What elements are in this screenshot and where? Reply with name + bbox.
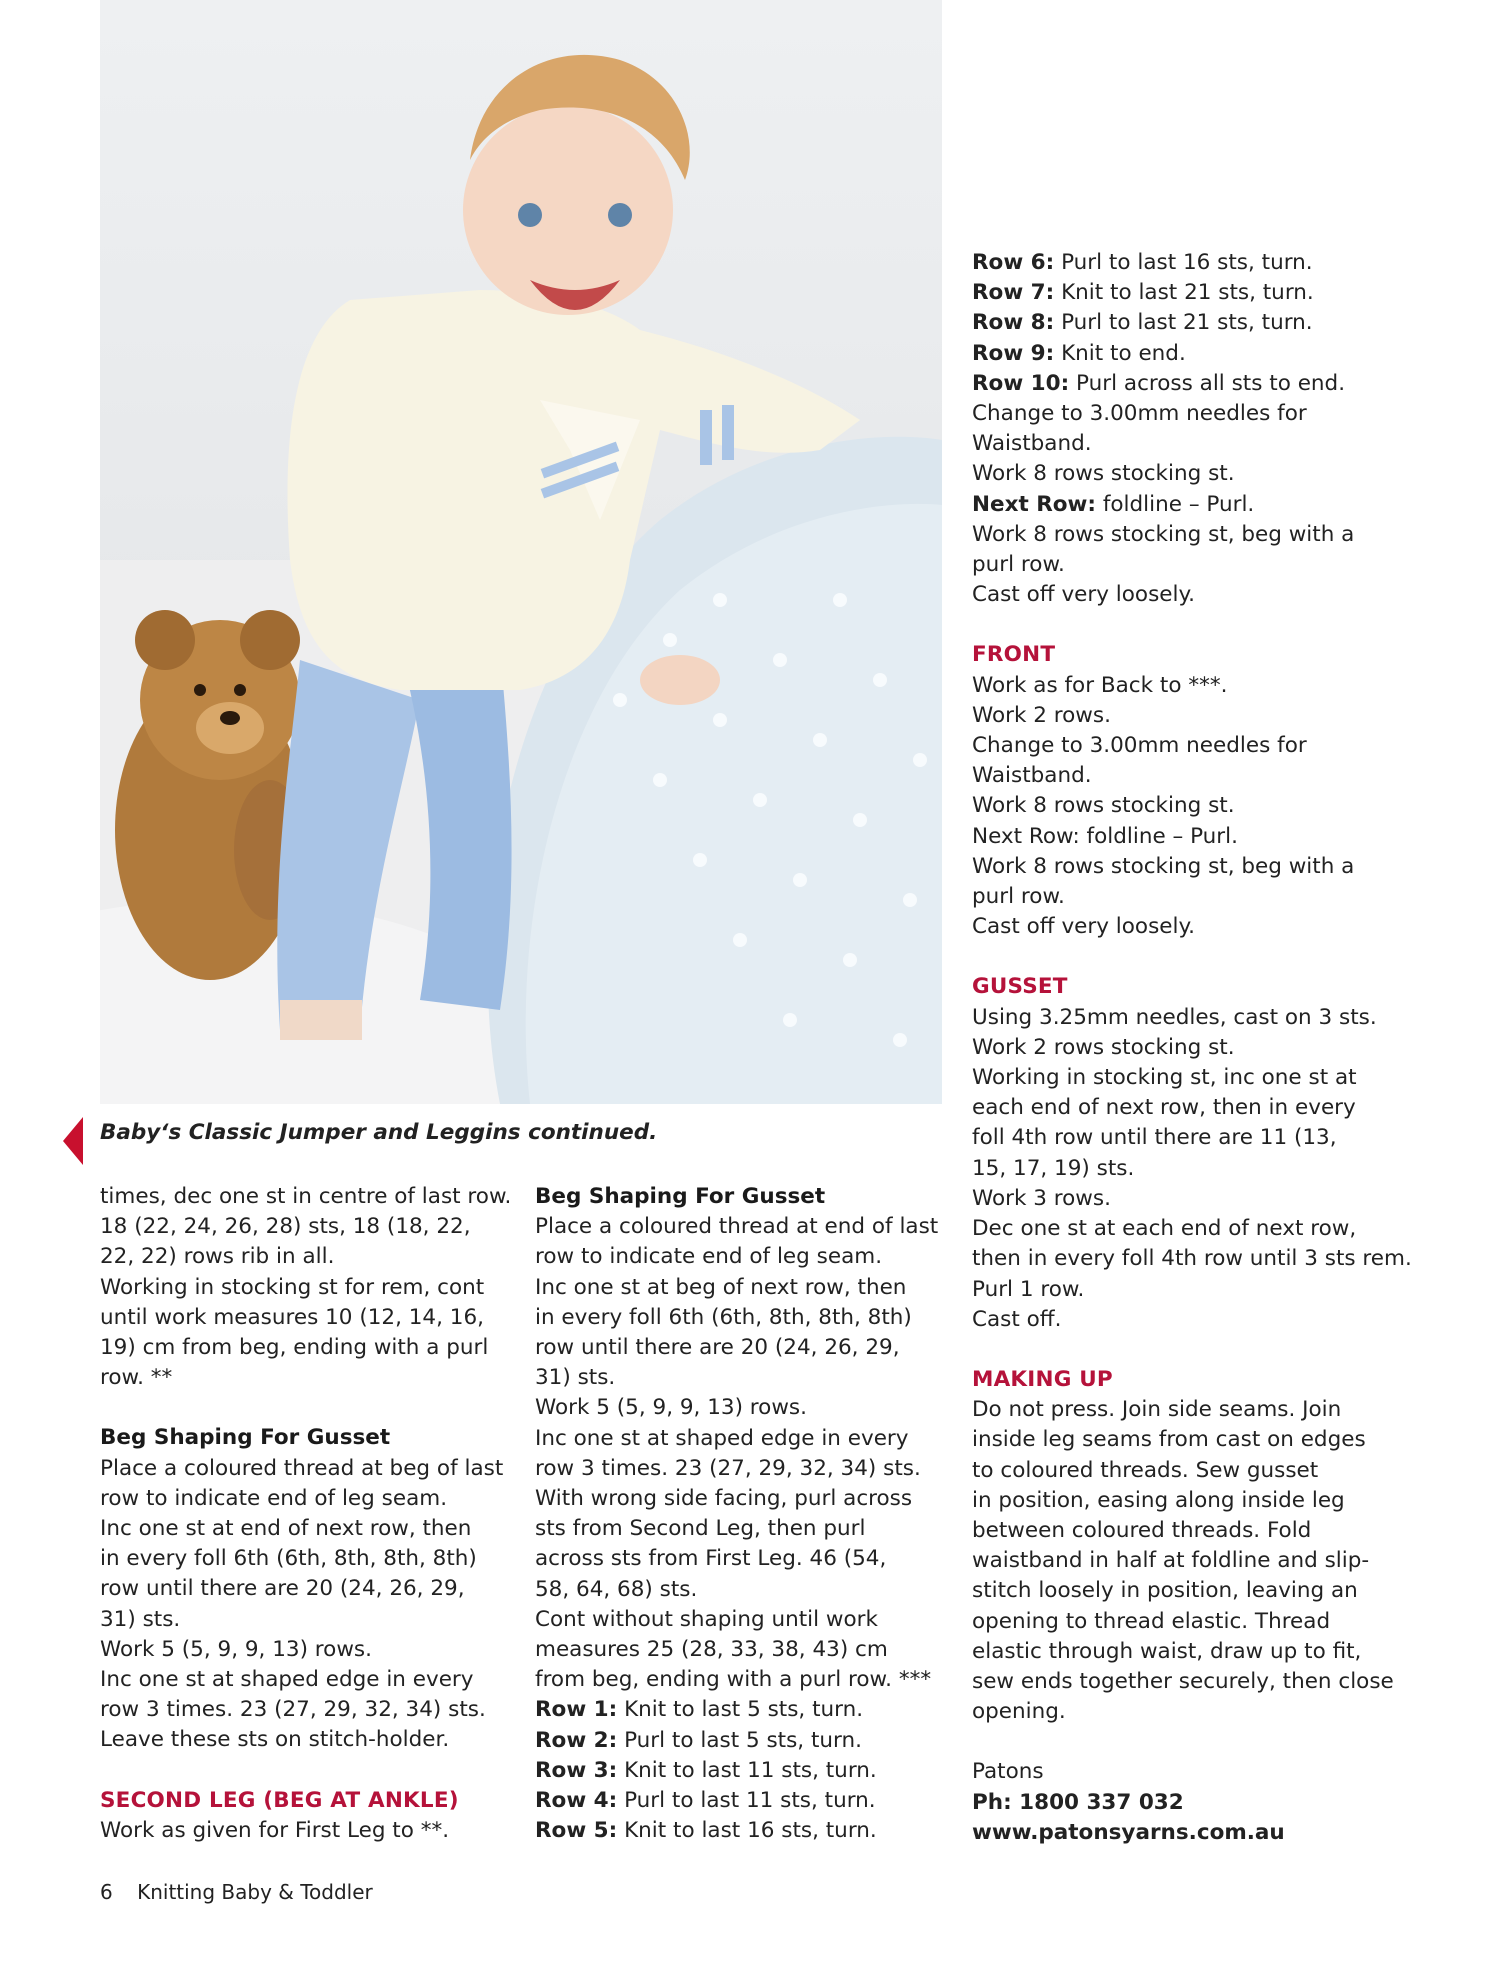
back-text-b: Work 8 rows stocking st, beg with a purl row. Cast off very loosely. <box>972 521 1355 608</box>
baby-photo-icon <box>100 0 942 1104</box>
back-text-a: Change to 3.00mm needles for Waistband. Work 8 rows stocking st. <box>972 401 1307 487</box>
column-3 <box>972 248 1412 1848</box>
page-footer <box>100 1880 373 1904</box>
gusset-heading: GUSSET <box>972 974 1068 1000</box>
col3-row-8: Row 8: Purl to last 21 sts, turn. <box>972 310 1313 336</box>
col3-row-10: Row 10: Purl across all sts to end. <box>972 370 1346 396</box>
front-heading: FRONT <box>972 642 1056 668</box>
column-2 <box>535 1182 955 1846</box>
col3-row-7: Row 7: Knit to last 21 sts, turn. <box>972 280 1314 306</box>
col2-row-5: Row 5: Knit to last 16 sts, turn. <box>535 1818 877 1844</box>
col3-row-9: Row 9: Knit to end. <box>972 340 1186 366</box>
photo-caption: Baby‘s Classic Jumper and Leggins continued. <box>100 1120 658 1145</box>
front-text: Work as for Back to ***. Work 2 rows. Change to 3.00mm needles for Waistband. Work 8 rows stocking st. Next Row: foldline – Purl. Work 8 rows stocking st, beg with a purl row. Cast off very loosely. <box>972 672 1355 940</box>
col2-gusset-heading: Beg Shaping For Gusset <box>535 1184 826 1209</box>
back-next-row: Next Row: foldline – Purl. <box>972 491 1255 517</box>
column-1 <box>100 1182 520 1846</box>
baby-head <box>463 55 690 315</box>
making-up-text: Do not press. Join side seams. Join inside leg seams from cast on edges to coloured threads. Sew gusset in position, easing along inside leg between coloured threads. Fold waistband in half at foldline and slip- stitch loosely in position, leaving an opening to thread elastic. Thread elastic through waist, draw up to fit, sew ends together securely, then close opening. <box>972 1397 1394 1725</box>
caption-marker <box>63 1117 83 1165</box>
contact-phone: Ph: 1800 337 032 <box>972 1789 1184 1815</box>
publication-title: Knitting Baby & Toddler <box>137 1880 373 1904</box>
contact-website[interactable]: www.patonsyarns.com.au <box>972 1819 1285 1845</box>
second-leg-text: Work as given for First Leg to **. <box>100 1817 450 1843</box>
col2-row-3: Row 3: Knit to last 11 sts, turn. <box>535 1757 877 1783</box>
gusset-text: Using 3.25mm needles, cast on 3 sts. Work 2 rows stocking st. Working in stocking st, inc one st at each end of next row, then in every foll 4th row until there are 11 (13, 15, 17, 19) sts. Work 3 rows. Dec one st at each end of next row, then in every foll 4th row until 3 sts rem. Purl 1 row. Cast off. <box>972 1004 1412 1332</box>
col3-row-6: Row 6: Purl to last 16 sts, turn. <box>972 250 1313 275</box>
col2-row-2: Row 2: Purl to last 5 sts, turn. <box>535 1727 862 1753</box>
page-number: 6 <box>100 1880 113 1904</box>
col2-gusset-text: Place a coloured thread at end of last row to indicate end of leg seam. Inc one st at beg of next row, then in every foll 6th (6th, 8th, 8th, 8th) row until there are 20 (24, 26, 29, 31) sts. Work 5 (5, 9, 9, 13) rows. Inc one st at shaped edge in every row 3 times. 23 (27, 29, 32, 34) sts. With wrong side facing, purl across sts from Second Leg, then purl across sts from First Leg. 46 (54, 58, 64, 68) sts. Cont without shaping until work measures 25 (28, 33, 38, 43) cm from beg, ending with a purl row. *** <box>535 1214 939 1693</box>
baby-photo <box>100 0 942 1104</box>
contact-brand: Patons <box>972 1759 1044 1785</box>
col1-intro: times, dec one st in centre of last row. 18 (22, 24, 26, 28) sts, 18 (18, 22, 22, 22) rows rib in all. Working in stocking st for rem, cont until work measures 10 (12, 14, 16, 19) cm from beg, ending with a purl row. ** <box>100 1184 512 1391</box>
making-up-heading: MAKING UP <box>972 1366 1113 1392</box>
col2-row-4: Row 4: Purl to last 11 sts, turn. <box>535 1788 876 1814</box>
second-leg-heading: SECOND LEG (BEG AT ANKLE) <box>100 1787 459 1813</box>
col1-gusset-heading: Beg Shaping For Gusset <box>100 1425 391 1451</box>
col2-row-1: Row 1: Knit to last 5 sts, turn. <box>535 1697 864 1723</box>
col1-gusset-text: Place a coloured thread at beg of last row to indicate end of leg seam. Inc one st at end of next row, then in every foll 6th (6th, 8th, 8th, 8th) row until there are 20 (24, 26, 29, 31) sts. Work 5 (5, 9, 9, 13) rows. Inc one st at shaped edge in every row 3 times. 23 (27, 29, 32, 34) sts. Leave these sts on stitch-holder. <box>100 1455 504 1753</box>
